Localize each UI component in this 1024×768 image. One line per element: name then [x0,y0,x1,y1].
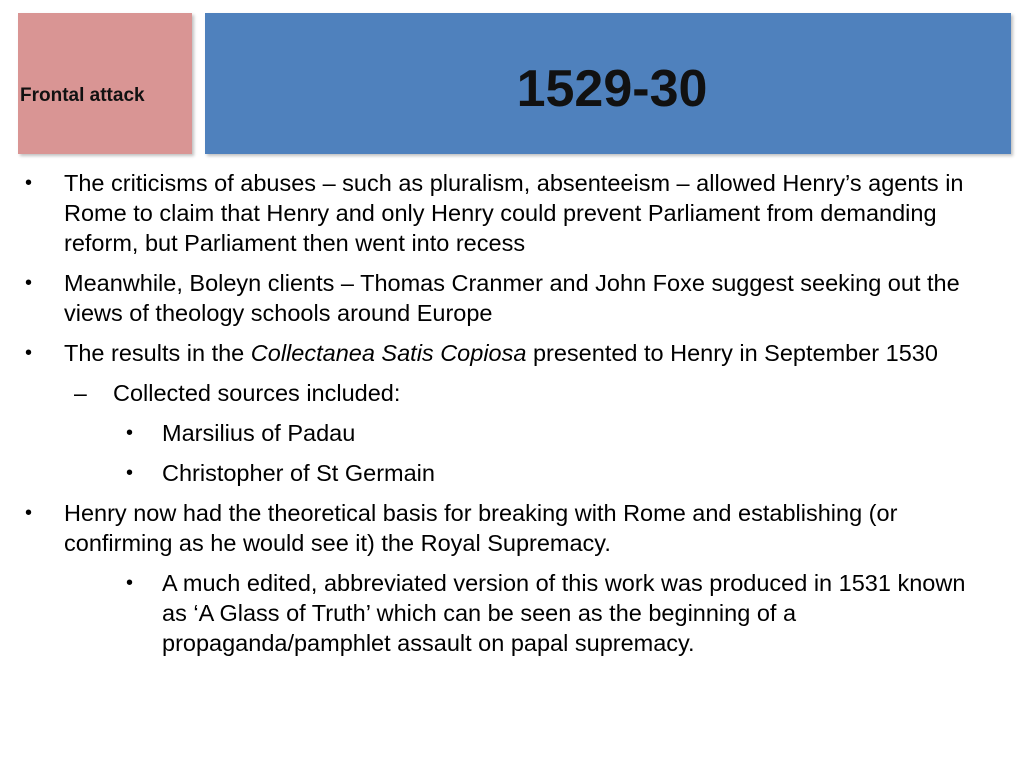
bullet-marker: • [25,342,33,364]
bullet-item [0,498,1024,558]
dash-marker: – [74,380,87,406]
source-item-text: Marsilius of Padau [162,420,356,446]
bullet-marker: • [126,422,134,444]
sub-bullet-text: Collected sources included: [113,380,401,406]
bullet-text: Henry now had the theoretical basis for breaking with Rome and establishing (or confirming as he would see it) the Royal Supremacy. [64,500,898,556]
bullet-marker: • [126,462,134,484]
sub-sub-bullet-item [0,458,1024,488]
bullet-item [0,168,1024,258]
bullet-text: Meanwhile, Boleyn clients – Thomas Cranmer and John Foxe suggest seeking out the views of theology schools around Europe [64,270,960,326]
bullet-text-post: presented to Henry in September 1530 [526,340,938,366]
bullet-marker: • [126,572,134,594]
sub-sub-bullet-item [0,568,1024,658]
bullet-list [0,168,1024,668]
sub-bullet-item [0,378,1024,408]
bullet-text-pre: The results in the [64,340,251,366]
bullet-item [0,338,1024,368]
bullet-marker: • [25,502,33,524]
title-box [205,13,1011,154]
bullet-marker: • [25,272,33,294]
section-tag-label: Frontal attack [20,85,145,106]
sub-sub-bullet-item [0,418,1024,448]
source-item-text: Christopher of St Germain [162,460,435,486]
section-tag-box [18,13,192,154]
bullet-text: The criticisms of abuses – such as pluralism, absenteeism – allowed Henry’s agents in Rome to claim that Henry and only Henry could prevent Parliament from demanding reform, but Parliament then went into recess [64,170,964,256]
bullet-item [0,268,1024,328]
slide-title: 1529-30 [516,60,708,118]
bullet-text-italic-title: Collectanea Satis Copiosa [250,340,527,366]
bullet-text: A much edited, abbreviated version of this work was produced in 1531 known as ‘A Glass of Truth’ which can be seen as the beginning of a propaganda/pamphlet assault on papal supremacy. [162,570,966,656]
bullet-marker: • [25,172,33,194]
